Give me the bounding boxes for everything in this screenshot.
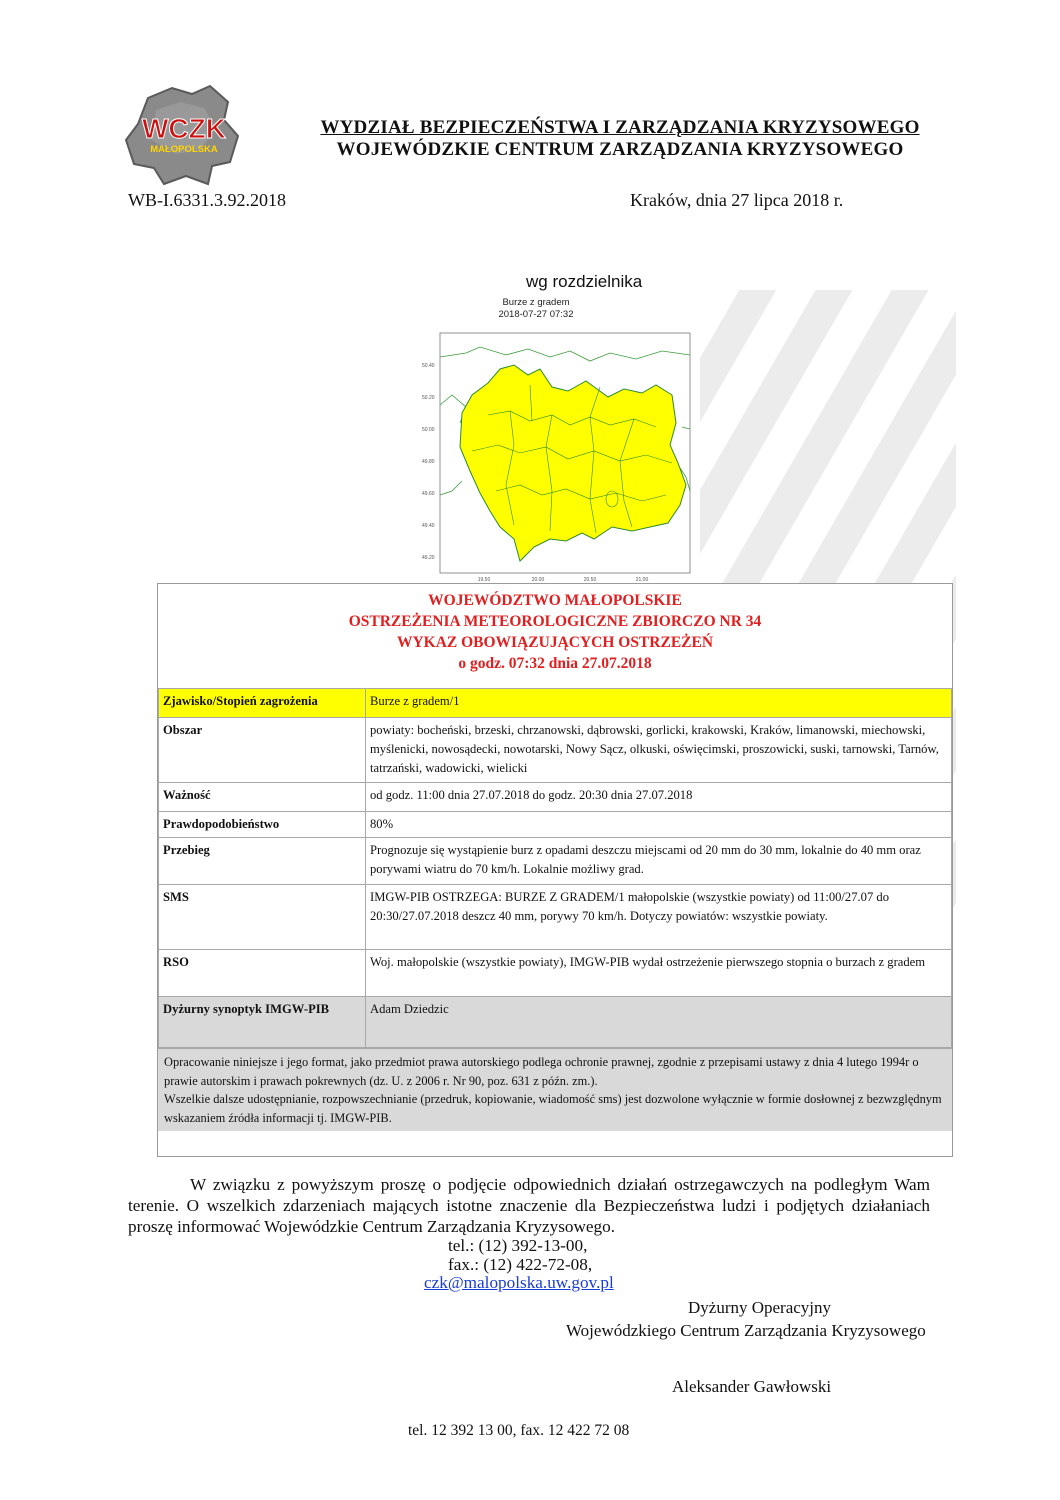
x-tick: 20.00 bbox=[531, 577, 545, 583]
contact-fax: fax.: (12) 422-72-08, bbox=[448, 1255, 593, 1274]
copyright-note bbox=[158, 1048, 952, 1131]
duty-title: Dyżurny Operacyjny bbox=[688, 1298, 832, 1317]
row-value: Prognozuje się wystąpienie burz z opadami deszczu miejscami od 20 mm do 30 mm, lokalnie do 40 mm oraz porywami wiatru do 70 km/h. Lokalnie możliwy grad. bbox=[366, 838, 952, 885]
copyright-paragraph: Opracowanie niniejsze i jego format, jako przedmiot prawa autorskiego podlega ochronie prawnej, zgodnie z przepisami ustawy z dnia 4 lutego 1994r o prawie autorskim i prawach pokrewnych (dz. U. z 2006 r. Nr 90, poz. 631 z późn. zm.). bbox=[164, 1055, 919, 1088]
body-paragraph bbox=[128, 1174, 930, 1237]
map-y-ticks bbox=[422, 363, 435, 561]
logo-text-sub: MAŁOPOLSKA bbox=[150, 144, 218, 155]
warning-title bbox=[158, 584, 952, 688]
contact-block bbox=[448, 1236, 592, 1274]
row-key: Przebieg bbox=[159, 838, 366, 885]
table-row-course bbox=[159, 838, 952, 885]
row-value: Adam Dziedzic bbox=[366, 997, 952, 1048]
x-tick: 20.50 bbox=[583, 577, 597, 583]
warning-map bbox=[410, 295, 700, 585]
warning-title-line: WOJEWÓDZTWO MAŁOPOLSKIE bbox=[428, 592, 682, 609]
warning-title-line: WYKAZ OBOWIĄZUJĄCYCH OSTRZEŻEŃ bbox=[396, 634, 714, 651]
row-value: Burze z gradem/1 bbox=[366, 689, 952, 718]
warning-table bbox=[158, 688, 952, 1048]
map-timestamp: 2018-07-27 07:32 bbox=[498, 309, 574, 320]
row-key: Prawdopodobieństwo bbox=[159, 812, 366, 838]
warning-title-line: OSTRZEŻENIA METEOROLOGICZNE ZBIORCZO NR 34 bbox=[348, 613, 762, 630]
map-title: Burze z gradem bbox=[502, 297, 570, 308]
row-value: 80% bbox=[366, 812, 952, 838]
duty-officer-name: Aleksander Gawłowski bbox=[672, 1377, 832, 1396]
y-tick: 49.20 bbox=[422, 555, 435, 561]
table-row-validity bbox=[159, 783, 952, 812]
header-center: WOJEWÓDZKIE CENTRUM ZARZĄDZANIA KRYZYSOWEGO bbox=[336, 139, 904, 160]
y-tick: 49.40 bbox=[422, 523, 435, 529]
place-date: Kraków, dnia 27 lipca 2018 r. bbox=[630, 190, 844, 210]
contact-email-link[interactable]: czk@malopolska.uw.gov.pl bbox=[424, 1273, 614, 1292]
duty-organization: Wojewódzkiego Centrum Zarządzania Kryzysowego bbox=[566, 1321, 926, 1340]
x-tick: 19.50 bbox=[477, 577, 491, 583]
row-key: Ważność bbox=[159, 783, 366, 812]
logo-text-main: WCZK bbox=[142, 113, 226, 144]
footer-contact-line: tel. 12 392 13 00, fax. 12 422 72 08 bbox=[408, 1422, 630, 1439]
row-key: Zjawisko/Stopień zagrożenia bbox=[159, 689, 366, 718]
y-tick: 50.20 bbox=[422, 395, 435, 401]
y-tick: 49.80 bbox=[422, 459, 435, 465]
row-value: Woj. małopolskie (wszystkie powiaty), IMGW-PIB wydał ostrzeżenie pierwszego stopnia o burzach z gradem bbox=[366, 950, 952, 997]
table-row-phenomenon bbox=[159, 689, 952, 718]
warning-box bbox=[157, 583, 953, 1157]
y-tick: 49.60 bbox=[422, 491, 435, 497]
distribution-note: wg rozdzielnika bbox=[526, 272, 643, 291]
table-row-sms bbox=[159, 885, 952, 950]
row-value: IMGW-PIB OSTRZEGA: BURZE Z GRADEM/1 małopolskie (wszystkie powiaty) od 11:00/27.07 do 20:30/27.07.2018 deszcz 40 mm, porywy 70 km/h. Dotyczy powiatów: wszystkie powiaty. bbox=[366, 885, 952, 950]
row-key: Dyżurny synoptyk IMGW-PIB bbox=[159, 997, 366, 1048]
contact-tel: tel.: (12) 392-13-00, bbox=[448, 1236, 588, 1255]
table-row-probability bbox=[159, 812, 952, 838]
row-key: SMS bbox=[159, 885, 366, 950]
warning-title-line: o godz. 07:32 dnia 27.07.2018 bbox=[458, 655, 652, 672]
body-text: W związku z powyższym proszę o podjęcie odpowiednich działań ostrzegawczych na podległym Wam terenie. O wszelkich zdarzeniach mających istotne znaczenie dla Bezpieczeństwa ludzi i podjętych działaniach proszę informować Wojewódzkie Centrum Zarządzania Kryzysowego. bbox=[128, 1175, 930, 1236]
wczk-logo bbox=[120, 80, 250, 190]
row-key: Obszar bbox=[159, 718, 366, 783]
x-tick: 21.00 bbox=[635, 577, 649, 583]
header-department: WYDZIAŁ BEZPIECZEŃSTWA I ZARZĄDZANIA KRYZYSOWEGO bbox=[320, 117, 920, 138]
table-row-rso bbox=[159, 950, 952, 997]
y-tick: 50.40 bbox=[422, 363, 435, 369]
row-value: od godz. 11:00 dnia 27.07.2018 do godz. 20:30 dnia 27.07.2018 bbox=[366, 783, 952, 812]
copyright-paragraph: Wszelkie dalsze udostępnianie, rozpowszechnianie (przedruk, kopiowanie, wiadomość sms) jest dozwolone wyłącznie w formie dosłownej z bezwzględnym wskazaniem źródła informacji tj. IMGW-PIB. bbox=[164, 1092, 942, 1125]
row-key: RSO bbox=[159, 950, 366, 997]
table-row-forecaster bbox=[159, 997, 952, 1048]
reference-number: WB-I.6331.3.92.2018 bbox=[128, 190, 286, 210]
table-row-area bbox=[159, 718, 952, 783]
row-value: powiaty: bocheński, brzeski, chrzanowski, dąbrowski, gorlicki, krakowski, Kraków, limanowski, miechowski, myślenicki, nowosądecki, nowotarski, Nowy Sącz, olkuski, oświęcimski, proszowicki, suski, tarnowski, Tarnów, tatrzański, wadowicki, wielicki bbox=[366, 718, 952, 783]
y-tick: 50.00 bbox=[422, 427, 435, 433]
